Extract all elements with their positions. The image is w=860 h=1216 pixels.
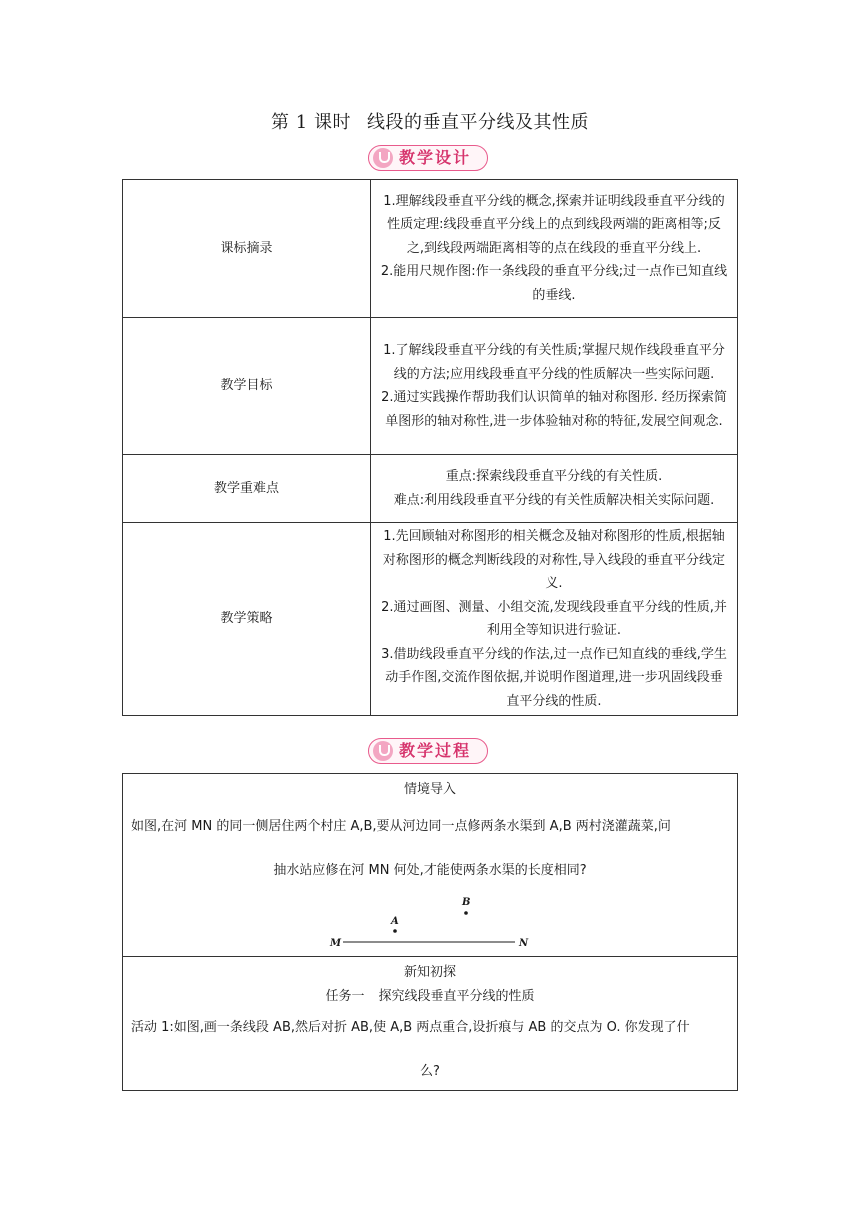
row-head: 教学目标 <box>123 318 371 455</box>
row-line: 1.理解线段垂直平分线的概念,探索并证明线段垂直平分线的性质定理:线段垂直平分线上的点到线段两端的距离相等;反之,到线段两端距离相等的点在线段的垂直平分线上. <box>383 193 725 256</box>
table-row <box>123 455 738 523</box>
table-row <box>123 180 738 318</box>
label-b: B <box>462 897 471 908</box>
village-b-dot <box>464 911 468 915</box>
intro-text-line1: 如图,在河 MN 的同一侧居住两个村庄 A,B,要从河边同一点修两条水渠到 A,B 两村浇灌蔬菜,问 <box>131 819 671 834</box>
intro-heading: 情境导入 <box>403 782 456 797</box>
process-badge <box>368 738 488 764</box>
design-badge-label: 教学设计 <box>399 148 472 167</box>
row-head: 教学策略 <box>123 523 371 716</box>
row-body <box>371 180 738 318</box>
process-badge-label: 教学过程 <box>399 741 472 760</box>
row-line: 1.先回顾轴对称图形的相关概念及轴对称图形的性质,根据轴对称图形的概念判断线段的对称性,导入线段的垂直平分线定义. <box>382 529 726 591</box>
activity-line1: 活动 1:如图,画一条线段 AB,然后对折 AB,使 A,B 两点重合,设折痕与 AB 的交点为 O. 你发现了什 <box>131 1020 690 1035</box>
book-icon <box>373 741 393 761</box>
row-line: 2.通过实践操作帮助我们认识简单的轴对称图形. 经历探索简单图形的轴对称性,进一步体验轴对称的特征,发展空间观念. <box>381 390 727 429</box>
book-icon <box>373 148 393 168</box>
lesson-number: 第 1 课时 <box>271 112 351 133</box>
explore-section <box>122 956 738 1091</box>
intro-section <box>122 773 738 957</box>
activity-line2: 么? <box>420 1064 440 1079</box>
design-badge <box>368 145 488 171</box>
label-m: M <box>330 938 342 949</box>
lesson-topic: 线段的垂直平分线及其性质 <box>366 112 589 133</box>
row-line: 难点:利用线段垂直平分线的有关性质解决相关实际问题. <box>393 492 715 508</box>
task-title: 探究线段垂直平分线的性质 <box>378 989 535 1004</box>
explore-heading: 新知初探 <box>403 965 456 980</box>
village-a-dot <box>393 929 397 933</box>
row-head: 课标摘录 <box>123 180 371 318</box>
row-body <box>371 455 738 523</box>
row-body <box>371 318 738 455</box>
row-head: 教学重难点 <box>123 455 371 523</box>
row-line: 2.通过画图、测量、小组交流,发现线段垂直平分线的性质,并利用全等知识进行验证. <box>381 599 727 638</box>
table-row <box>123 318 738 455</box>
river-diagram <box>123 774 737 956</box>
label-n: N <box>519 938 529 949</box>
page-title <box>0 108 860 134</box>
intro-text-line2: 抽水站应修在河 MN 何处,才能使两条水渠的长度相同? <box>273 863 587 878</box>
row-body <box>371 523 738 716</box>
row-line: 重点:探索线段垂直平分线的有关性质. <box>445 469 663 484</box>
task-number: 任务一 <box>325 989 365 1004</box>
design-table <box>122 179 738 716</box>
row-line: 3.借助线段垂直平分线的作法,过一点作已知直线的垂线,学生动手作图,交流作图依据,并说明作图道理,进一步巩固线段垂直平分线的性质. <box>381 646 727 709</box>
task-heading <box>123 985 737 1004</box>
table-row <box>123 523 738 716</box>
row-line: 2.能用尺规作图:作一条线段的垂直平分线;过一点作已知直线的垂线. <box>380 264 728 303</box>
row-line: 1.了解线段垂直平分线的有关性质;掌握尺规作线段垂直平分线的方法;应用线段垂直平分线的性质解决一些实际问题. <box>383 343 725 382</box>
label-a: A <box>391 916 399 927</box>
